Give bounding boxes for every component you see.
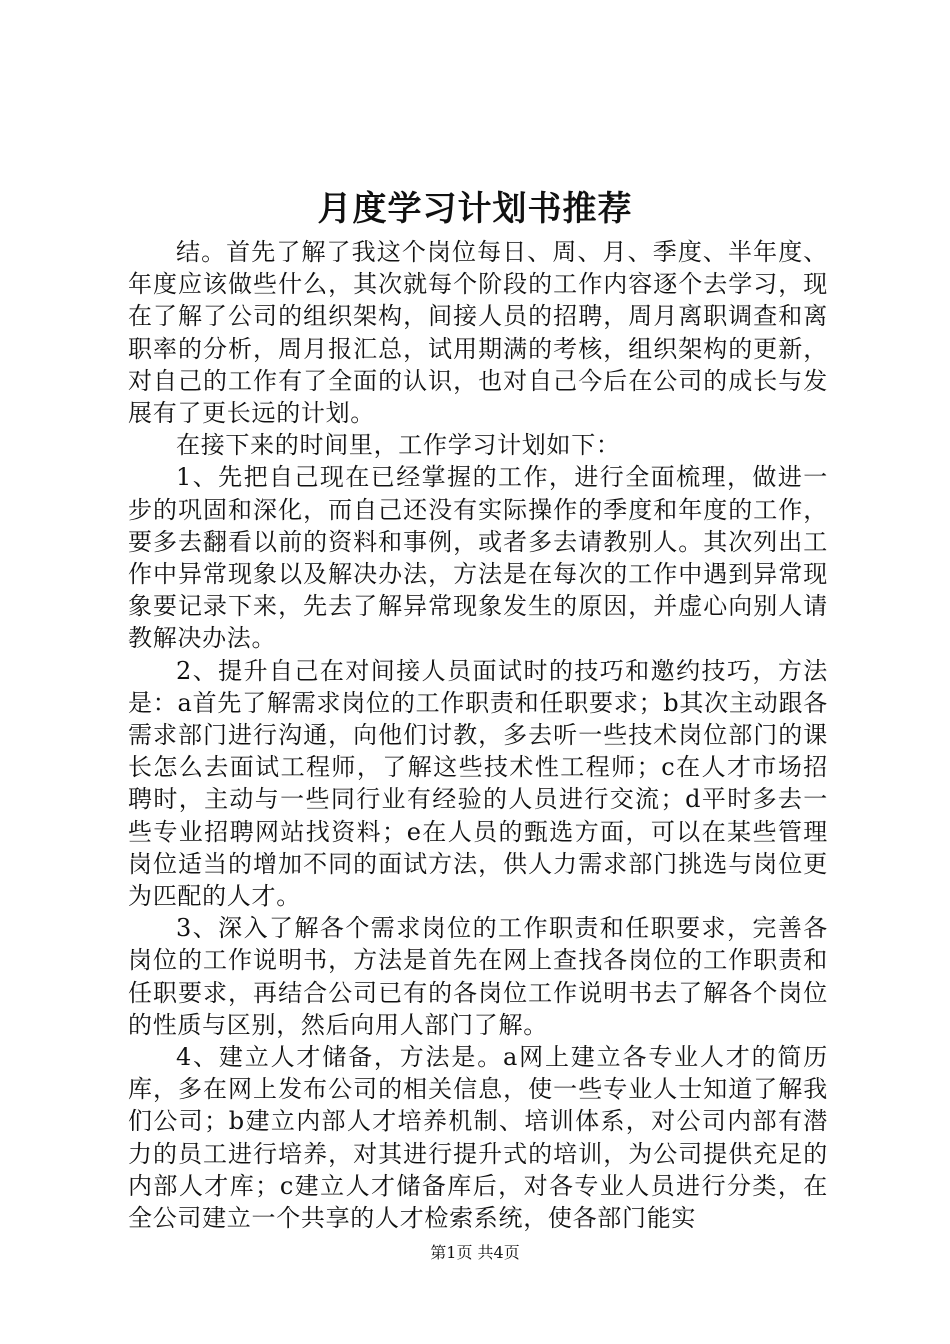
- paragraph-item-1: 1、先把自己现在已经掌握的工作，进行全面梳理，做进一步的巩固和深化，而自己还没有实际操作的季度和年度的工作，要多去翻看以前的资料和事例，或者多去请教别人。其次列出工作中异常现象以及解决办法，方法是在每次的工作中遇到异常现象要记录下来，先去了解异常现象发生的原因，并虚心向别人请教解决办法。: [128, 463, 828, 653]
- paragraph-item-3: 3、深入了解各个需求岗位的工作职责和任职要求，完善各岗位的工作说明书，方法是首先在网上查找各岗位的工作职责和任职要求，再结合公司已有的各岗位工作说明书去了解各个岗位的性质与区别，然后向用人部门了解。: [128, 914, 828, 1039]
- document-title: 月度学习计划书推荐: [317, 189, 633, 229]
- page-number-footer: 第1页 共4页: [430, 1243, 520, 1262]
- paragraph-item-4: 4、建立人才储备，方法是。a网上建立各专业人才的简历库，多在网上发布公司的相关信息，使一些专业人士知道了解我们公司；b建立内部人才培养机制、培训体系，对公司内部有潜力的员工进行培养，对其进行提升式的培训，为公司提供充足的内部人才库；c建立人才储备库后，对各专业人员进行分类，在全公司建立一个共享的人才检索系统，使各部门能实: [128, 1043, 828, 1233]
- paragraph-plan-heading: 在接下来的时间里，工作学习计划如下：: [176, 431, 621, 460]
- paragraph-item-2: 2、提升自己在对间接人员面试时的技巧和邀约技巧，方法是：a首先了解需求岗位的工作职责和任职要求；b其次主动跟各需求部门进行沟通，向他们讨教，多去听一些技术岗位部门的课长怎么去面试工程师，了解这些技术性工程师；c在人才市场招聘时，主动与一些同行业有经验的人员进行交流；d平时多去一些专业招聘网站找资料；e在人员的甄选方面，可以在某些管理岗位适当的增加不同的面试方法，供人力需求部门挑选与岗位更为匹配的人才。: [128, 656, 828, 911]
- document-body: [128, 236, 828, 1234]
- paragraph-intro-summary: 结。首先了解了我这个岗位每日、周、月、季度、半年度、年度应该做些什么，其次就每个阶段的工作内容逐个去学习，现在了解了公司的组织架构，间接人员的招聘，周月离职调查和离职率的分析，周月报汇总，试用期满的考核，组织架构的更新，对自己的工作有了全面的认识，也对自己今后在公司的成长与发展有了更长远的计划。: [128, 238, 828, 428]
